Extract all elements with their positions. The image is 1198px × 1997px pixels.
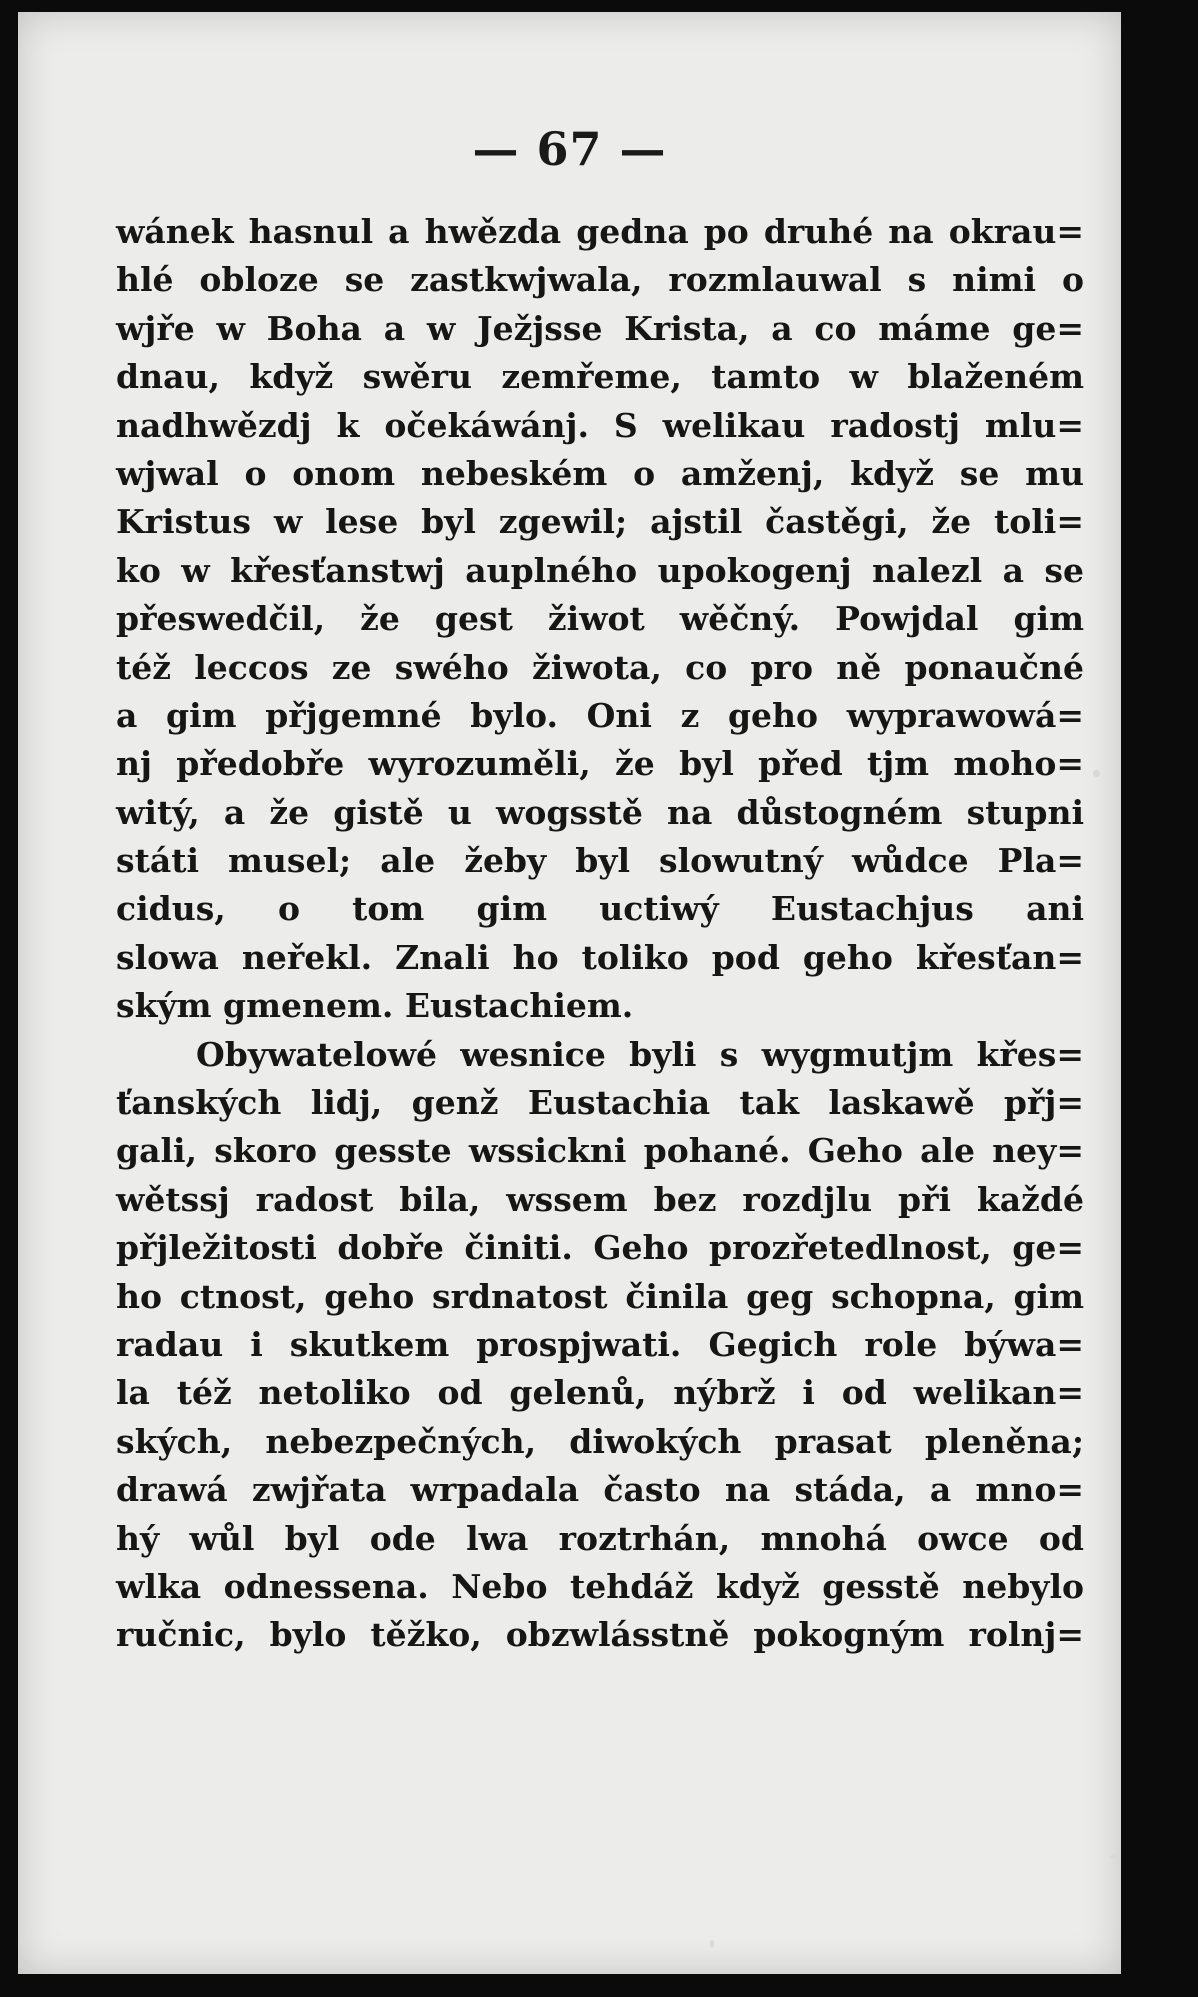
text-line: wánek hasnul a hwězda gedna po druhé na okrau= (116, 212, 1084, 251)
text-line: ským gmenem. Eustachiem. (116, 986, 634, 1026)
text-line: Kristus w lese byl zgewil; ajstil častěgi, že toli= (116, 502, 1084, 542)
dust-speck (710, 1940, 714, 1948)
text-line: ko w křesťanstwj auplného upokogenj nalezl a se (116, 550, 1084, 590)
text-line: a gim přjgemné bylo. Oni z geho wyprawowá= (116, 695, 1084, 735)
page-number: — 67 — (472, 122, 667, 176)
text-line: wlka odnessena. Nebo tehdáž když gesstě nebylo (116, 1566, 1084, 1606)
text-line: ho ctnost, geho srdnatost činila geg schopna, gim (116, 1276, 1084, 1316)
text-line: ských, nebezpečných, diwokých prasat pleněna; (116, 1421, 1084, 1461)
text-line: hlé obloze se zastkwjwala, rozmlauwal s nimi o (116, 260, 1084, 300)
text-line: slowa neřekl. Znali ho toliko pod geho křesťan= (116, 937, 1084, 977)
text-line: cidus, o tom gim uctiwý Eustachjus ani (116, 889, 1084, 929)
text-line: radau i skutkem prospjwati. Gegich role býwa= (116, 1324, 1084, 1364)
book-page (18, 12, 1121, 1974)
text-line: ručnic, bylo těžko, obzwlásstně pokogným rolnj= (116, 1615, 1084, 1655)
text-line: drawá zwjřata wrpadala často na stáda, a mno= (116, 1470, 1084, 1510)
text-line: ťanských lidj, genž Eustachia tak laskawě přj= (116, 1083, 1084, 1123)
text-line: též leccos ze swého žiwota, co pro ně ponaučné (116, 647, 1084, 687)
paragraph-start-line: Obywatelowé wesnice byli s wygmutjm křes= (196, 1034, 1084, 1074)
text-line: wjwal o onom nebeském o amženj, když se mu (116, 453, 1084, 493)
text-line: státi musel; ale žeby byl slowutný wůdce Pla= (116, 841, 1084, 881)
page-body-text (116, 208, 1084, 1660)
text-line: la též netoliko od gelenů, nýbrž i od welikan= (116, 1373, 1084, 1413)
text-line: gali, skoro gesste wssickni pohané. Geho ale ney= (116, 1131, 1084, 1171)
text-line: přeswedčil, že gest žiwot wěčný. Powjdal gim (116, 599, 1084, 639)
text-line: přjležitosti dobře činiti. Geho prozřetedlnost, ge= (116, 1228, 1084, 1268)
dust-speck (1093, 770, 1100, 777)
text-line: nj předobře wyrozuměli, že byl před tjm moho= (116, 744, 1084, 784)
dust-speck (1110, 1855, 1116, 1859)
text-line: nadhwězdj k očekáwánj. S welikau radostj mlu= (116, 405, 1084, 445)
text-line: dnau, když swěru zemřeme, tamto w blaženém (116, 357, 1084, 397)
text-line: hý wůl byl ode lwa roztrhán, mnohá owce od (116, 1518, 1084, 1558)
text-line: wjře w Boha a w Ježjsse Krista, a co máme ge= (116, 308, 1084, 348)
text-line: wětssj radost bila, wssem bez rozdjlu při každé (116, 1179, 1084, 1219)
text-line: witý, a že gistě u wogsstě na důstogném stupni (116, 792, 1084, 832)
